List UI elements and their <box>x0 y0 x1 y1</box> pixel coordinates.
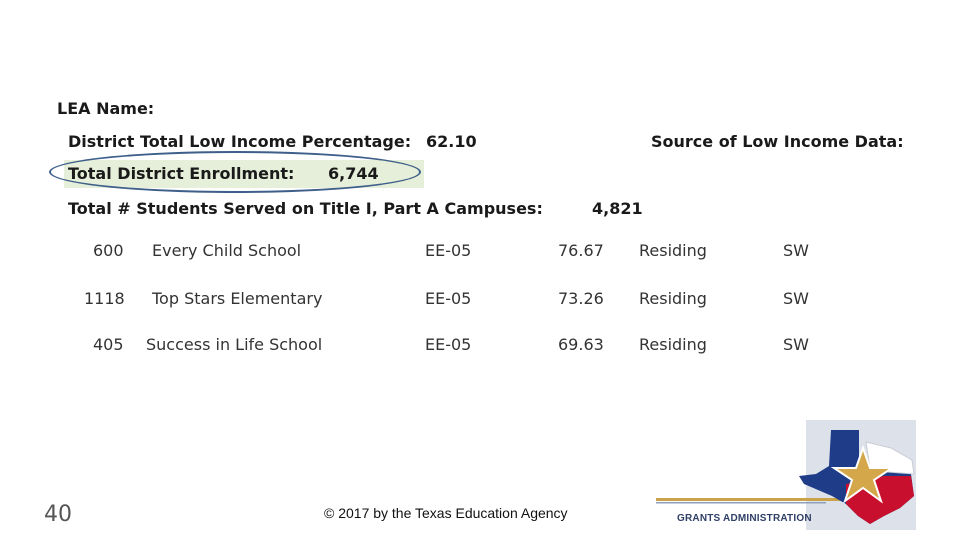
students-served-label: Total # Students Served on Title I, Part A Campuses: <box>68 199 543 218</box>
campus-program: SW <box>783 289 809 308</box>
campus-name: Success in Life School <box>146 335 323 354</box>
campus-name: Every Child School <box>152 241 302 260</box>
campus-program: SW <box>783 241 809 260</box>
low-income-pct-value: 62.10 <box>426 132 477 151</box>
campus-status: Residing <box>639 335 707 354</box>
enrollment-callout-ellipse <box>49 151 421 193</box>
campus-grades: EE-05 <box>425 241 472 260</box>
copyright-notice: © 2017 by the Texas Education Agency <box>324 505 568 521</box>
enrollment-report-screenshot <box>48 88 916 378</box>
campus-number: 1118 <box>84 289 125 308</box>
campus-status: Residing <box>639 289 707 308</box>
campus-row <box>48 241 916 265</box>
lea-name-label: LEA Name: <box>57 99 155 118</box>
grants-administration-caption: GRANTS ADMINISTRATION <box>677 513 812 524</box>
campus-name: Top Stars Elementary <box>152 289 323 308</box>
enrollment-value: 6,744 <box>328 164 379 183</box>
campus-row <box>48 289 916 313</box>
campus-status: Residing <box>639 241 707 260</box>
campus-low-income-pct: 76.67 <box>558 241 604 260</box>
campus-program: SW <box>783 335 809 354</box>
campus-grades: EE-05 <box>425 289 472 308</box>
students-served-value: 4,821 <box>592 199 643 218</box>
campus-row <box>48 335 916 359</box>
enrollment-label: Total District Enrollment: <box>68 164 295 183</box>
campus-low-income-pct: 73.26 <box>558 289 604 308</box>
campus-number: 405 <box>93 335 124 354</box>
campus-number: 600 <box>93 241 124 260</box>
campus-grades: EE-05 <box>425 335 472 354</box>
campus-low-income-pct: 69.63 <box>558 335 604 354</box>
page-number: 40 <box>44 502 72 527</box>
source-label: Source of Low Income Data: <box>651 132 904 151</box>
low-income-pct-label: District Total Low Income Percentage: <box>68 132 412 151</box>
